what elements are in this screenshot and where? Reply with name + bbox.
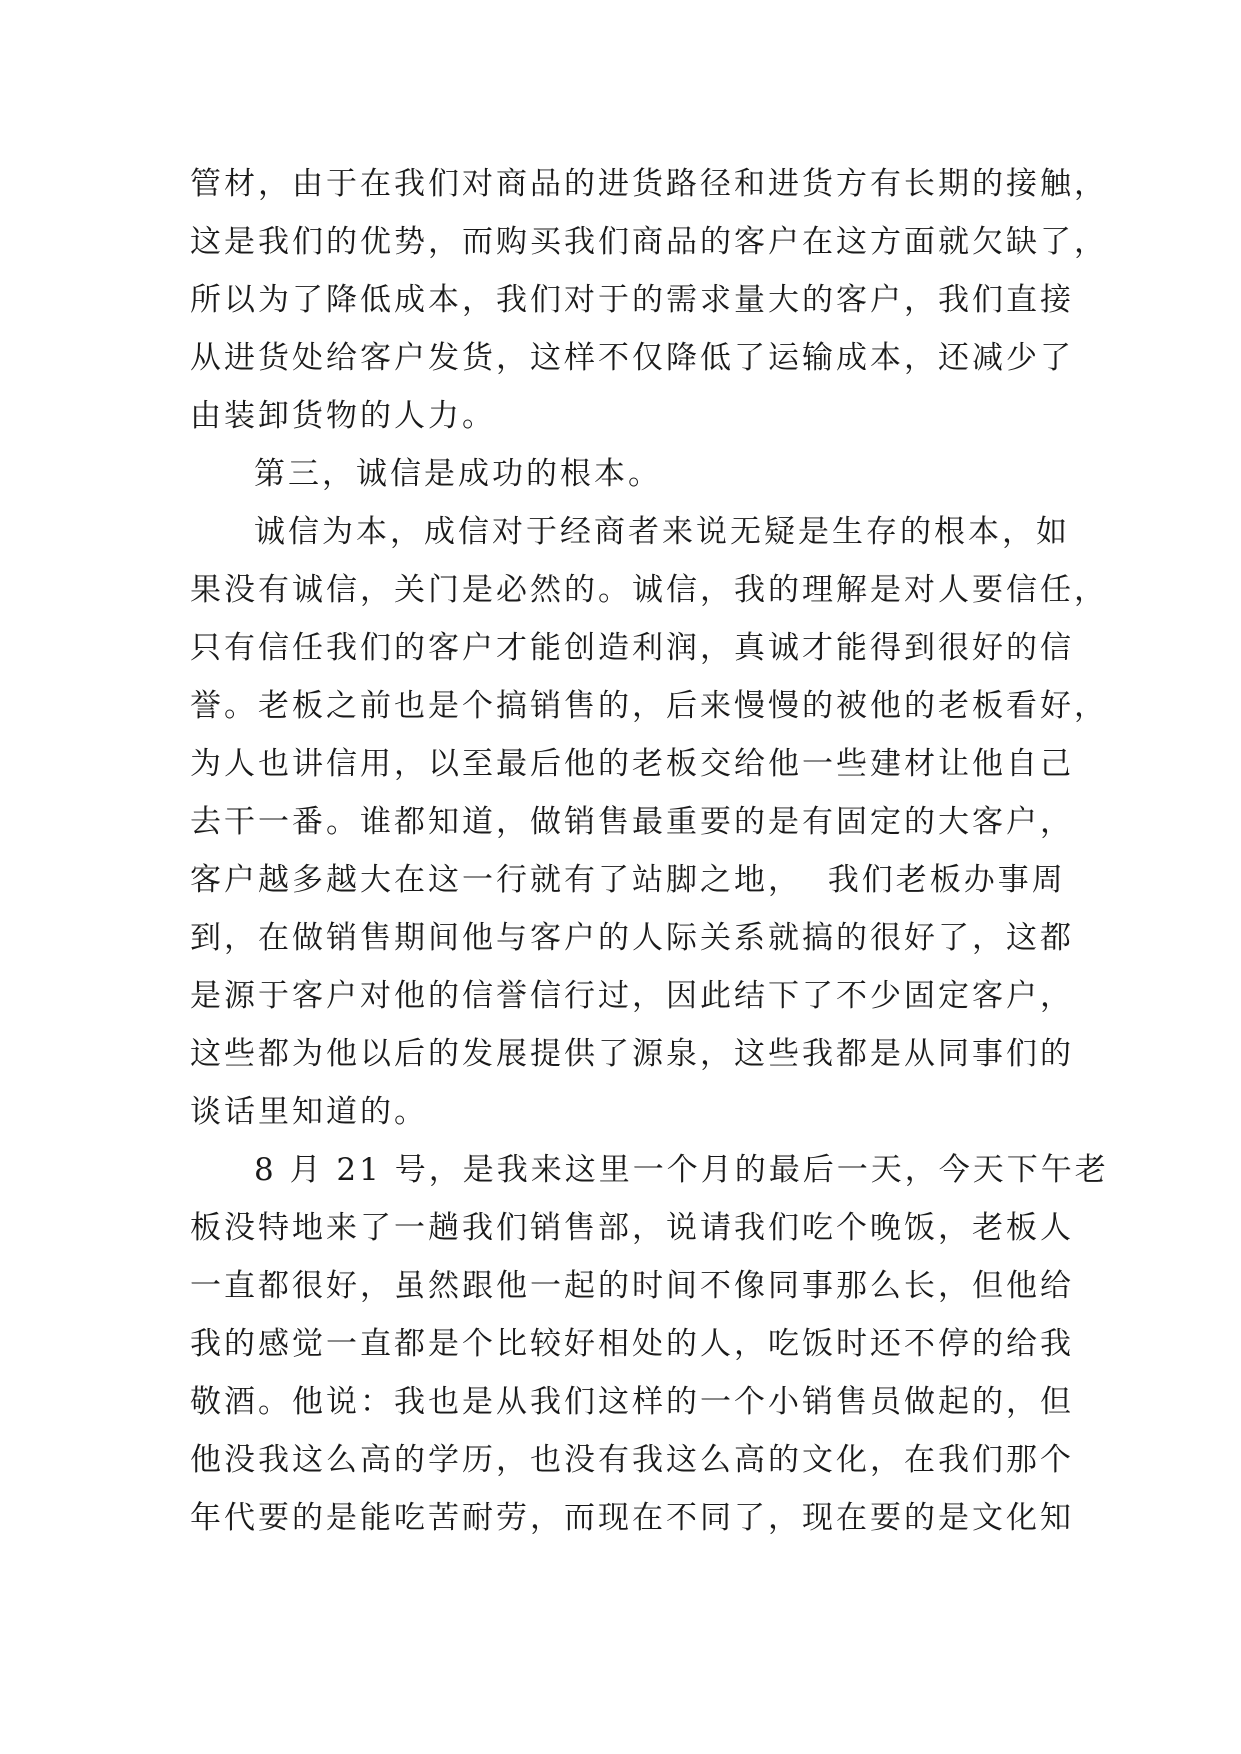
text-line: 他没我这么高的学历，也没有我这么高的文化，在我们那个	[190, 1442, 1074, 1478]
text-line: 我的感觉一直都是个比较好相处的人，吃饭时还不停的给我	[190, 1326, 1074, 1362]
text-line: 去干一番。谁都知道，做销售最重要的是有固定的大客户，	[190, 804, 1074, 840]
text-line: 管材，由于在我们对商品的进货路径和进货方有长期的接触，	[190, 166, 1108, 202]
text-line: 到，在做销售期间他与客户的人际关系就搞的很好了，这都	[190, 920, 1074, 956]
body-text	[190, 160, 1109, 1552]
text-line: 板没特地来了一趟我们销售部，说请我们吃个晚饭，老板人	[190, 1210, 1074, 1246]
text-line: 由装卸货物的人力。	[190, 398, 496, 434]
text-line: 只有信任我们的客户才能创造利润，真诚才能得到很好的信	[190, 630, 1074, 666]
text-line: 誉。老板之前也是个搞销售的，后来慢慢的被他的老板看好，	[190, 688, 1108, 724]
text-line: 谈话里知道的。	[190, 1094, 428, 1130]
text-line: 所以为了降低成本，我们对于的需求量大的客户，我们直接	[190, 282, 1074, 318]
text-line: 是源于客户对他的信誉信行过，因此结下了不少固定客户，	[190, 978, 1074, 1014]
text-line: 一直都很好，虽然跟他一起的时间不像同事那么长，但他给	[190, 1268, 1074, 1304]
section-heading: 第三，诚信是成功的根本。	[254, 456, 662, 492]
text-line: 客户越多越大在这一行就有了站脚之地， 我们老板办事周	[190, 862, 1066, 898]
text-line: 果没有诚信，关门是必然的。诚信，我的理解是对人要信任，	[190, 572, 1108, 608]
text-line: 8 月 21 号，是我来这里一个月的最后一天，今天下午老	[254, 1152, 1109, 1188]
text-line: 敬酒。他说：我也是从我们这样的一个小销售员做起的，但	[190, 1384, 1074, 1420]
text-line: 为人也讲信用，以至最后他的老板交给他一些建材让他自己	[190, 746, 1074, 782]
text-line: 从进货处给客户发货，这样不仅降低了运输成本，还减少了	[190, 340, 1074, 376]
text-line: 诚信为本，成信对于经商者来说无疑是生存的根本，如	[254, 514, 1070, 550]
text-line: 这些都为他以后的发展提供了源泉，这些我都是从同事们的	[190, 1036, 1074, 1072]
text-line: 这是我们的优势，而购买我们商品的客户在这方面就欠缺了，	[190, 224, 1108, 260]
text-line: 年代要的是能吃苦耐劳，而现在不同了，现在要的是文化知	[190, 1500, 1074, 1536]
